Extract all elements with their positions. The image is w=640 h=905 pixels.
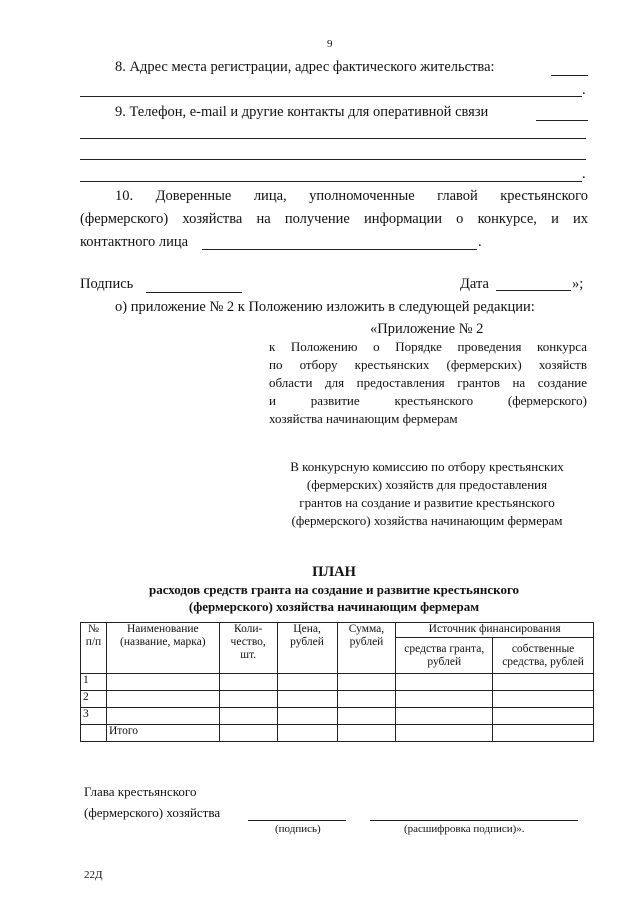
total-label: Итого xyxy=(106,725,219,742)
date-end: »; xyxy=(572,276,584,292)
table-row xyxy=(81,691,594,708)
item-8-end: . xyxy=(582,82,586,98)
plan-title: ПЛАН xyxy=(312,564,356,580)
date-label: Дата xyxy=(460,276,489,292)
plan-heading xyxy=(80,563,588,615)
head-label-2: (фермерского) хозяйства xyxy=(84,805,221,820)
item-9-blank xyxy=(536,120,588,121)
item-10-line-2: (фермерского) хозяйства на получение информации о конкурсе, и их xyxy=(80,211,588,227)
item-8-text: 8. Адрес места регистрации, адрес фактического жительства: xyxy=(115,59,495,75)
head-decode-blank xyxy=(370,820,578,821)
signature-label: Подпись xyxy=(80,276,134,292)
appendix-line-4: и развитие крестьянского (фермерского) xyxy=(269,393,587,408)
addressee-line-4: (фермерского) хозяйства начинающим фермерам xyxy=(291,513,563,528)
row-number: 1 xyxy=(81,674,107,691)
appendix-line-1: к Положению о Порядке проведения конкурса xyxy=(269,339,587,354)
date-blank xyxy=(496,290,571,291)
item-10-line-3: контактного лица xyxy=(80,234,189,250)
header-quantity: Коли- чество, шт. xyxy=(219,623,277,674)
item-8-blank-line xyxy=(80,96,582,97)
appendix-line-2: по отбору крестьянских (фермерских) хозяйств xyxy=(269,357,587,372)
header-grant-funds: средства гранта, рублей xyxy=(396,638,493,674)
head-signature-blank xyxy=(248,820,346,821)
table-total-row xyxy=(81,725,594,742)
header-name: Наименование (название, марка) xyxy=(106,623,219,674)
plan-subtitle-2: (фермерского) хозяйства начинающим фермерам xyxy=(188,599,480,614)
table-row xyxy=(81,708,594,725)
page-number: 9 xyxy=(327,38,333,50)
item-10-end: . xyxy=(478,234,482,250)
appendix-title: «Приложение № 2 xyxy=(370,321,484,337)
signature-caption: (подпись) xyxy=(275,823,321,835)
appendix-line-3: области для предоставления грантов на создание xyxy=(269,375,587,390)
row-number: 3 xyxy=(81,708,107,725)
item-9-end: . xyxy=(582,166,586,182)
header-num: № п/п xyxy=(81,623,107,674)
head-label-1: Глава крестьянского xyxy=(84,784,197,799)
addressee-line-1: В конкурсную комиссию по отбору крестьянских xyxy=(290,459,564,474)
row-number: 2 xyxy=(81,691,107,708)
addressee-block xyxy=(262,458,592,530)
appendix-line-5: хозяйства начинающим фермерам xyxy=(269,411,458,426)
addressee-line-3: грантов на создание и развитие крестьянского xyxy=(299,495,555,510)
plan-subtitle-1: расходов средств гранта на создание и развитие крестьянского xyxy=(148,582,520,597)
plan-table xyxy=(80,622,594,742)
decode-caption: (расшифровка подписи)». xyxy=(404,823,525,835)
item-9-blank-line-3 xyxy=(80,181,582,182)
header-own-funds: собственные средства, рублей xyxy=(493,638,594,674)
header-sum: Сумма, рублей xyxy=(337,623,396,674)
item-9-blank-line-2 xyxy=(80,159,586,160)
table-row xyxy=(81,674,594,691)
footer-code: 22Д xyxy=(84,869,103,881)
item-10-blank xyxy=(202,249,477,250)
item-8-blank xyxy=(551,75,588,76)
signature-blank xyxy=(146,292,242,293)
amendment-text: о) приложение № 2 к Положению изложить в следующей редакции: xyxy=(115,299,535,315)
header-source: Источник финансирования xyxy=(396,623,594,638)
item-10-line-1: 10. Доверенные лица, уполномоченные главой крестьянского xyxy=(115,188,588,204)
header-price: Цена, рублей xyxy=(277,623,337,674)
addressee-line-2: (фермерских) хозяйств для предоставления xyxy=(306,477,548,492)
item-9-blank-line-1 xyxy=(80,138,586,139)
item-9-text: 9. Телефон, e-mail и другие контакты для оперативной связи xyxy=(115,104,489,120)
